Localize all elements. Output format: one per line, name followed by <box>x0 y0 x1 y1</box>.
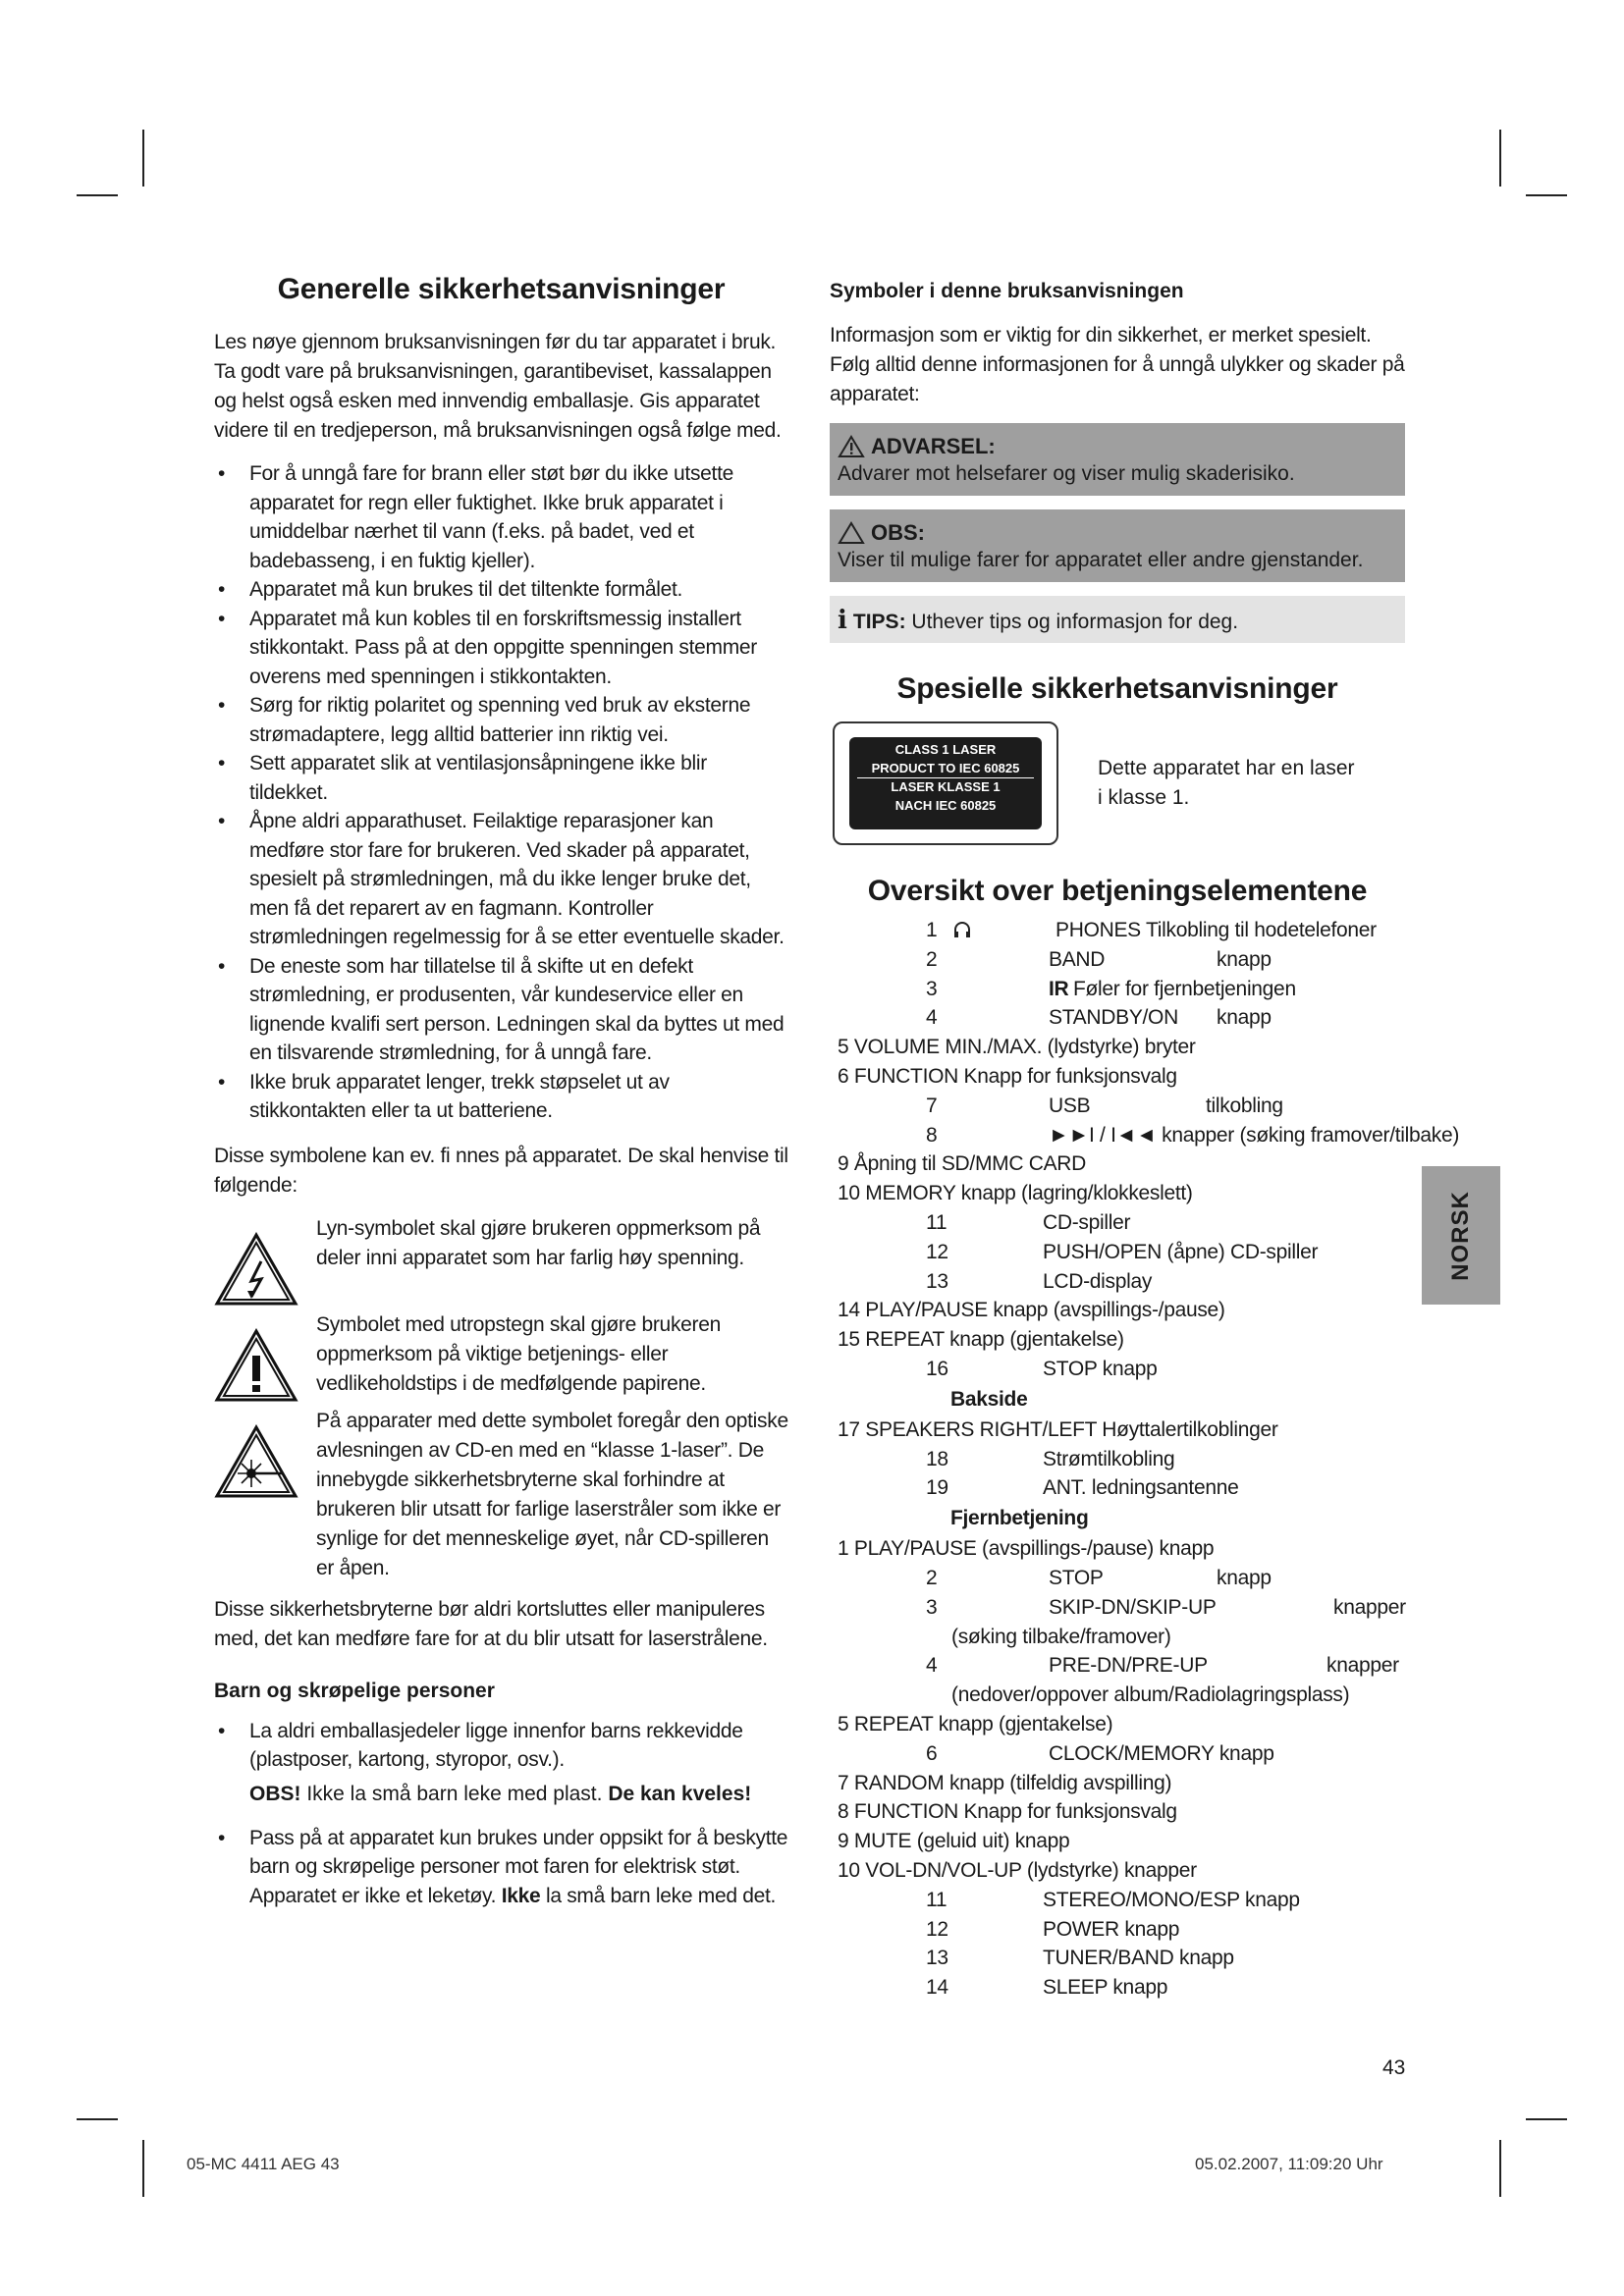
item-e: knapp <box>1217 947 1272 971</box>
left-column <box>214 273 788 1926</box>
list-item <box>830 1062 1405 1092</box>
list-item <box>830 1564 1405 1593</box>
text-run: la små barn leke med det. <box>540 1884 777 1907</box>
list-item <box>830 916 1405 945</box>
item-line: 6 FUNCTION Knapp for funksjonsvalg <box>838 1064 1177 1088</box>
laser-label-inner <box>849 737 1042 829</box>
item-e: tilkobling <box>1206 1094 1283 1117</box>
crop-mark <box>77 2118 118 2120</box>
list-item: • Åpne aldri apparathuset. Feilaktige reparasjoner kan medføre stor fare for brukeren. Ved skader på apparatet, spesielt på strømledningen, må du ikke lenger bruke det, men få det reparert av en fagmann. Kontroller strømledningen regelmessig for å se etter eventuelle skader. <box>214 807 788 952</box>
list-item <box>830 1325 1405 1355</box>
list-item <box>830 1651 1405 1681</box>
item-n: 1 <box>926 919 938 941</box>
list-item <box>830 1208 1405 1238</box>
list-item <box>830 1149 1405 1179</box>
list-item <box>830 1092 1405 1121</box>
general-safety-heading: Generelle sikkerhetsanvisninger <box>277 273 726 305</box>
list-item <box>830 1710 1405 1739</box>
right-column <box>830 280 1460 2002</box>
info-icon: i <box>838 606 847 635</box>
text-run-bold: Ikke <box>501 1884 541 1907</box>
laser-warning-icon <box>214 1424 298 1499</box>
text-run: Pass på at apparatet kun brukes under oppsikt for å beskytte barn og skrøpelige personer mot faren for elektrisk støt. Apparatet er ikke et leketøy. <box>249 1826 788 1907</box>
item-t: PHONES Tilkobling til hodetelefoner <box>1056 919 1377 941</box>
item-cont: (søking tilbake/framover) <box>951 1625 1171 1648</box>
list-item <box>830 1973 1405 2002</box>
lightning-symbol-text: Lyn-symbolet skal gjøre brukeren oppmerksom på deler inni apparatet som har farlig høy spenning. <box>316 1216 761 1269</box>
item-e2: knapper <box>1326 1654 1399 1678</box>
item-cont: (nedover/oppover album/Radiolagringsplass) <box>951 1683 1350 1707</box>
list-item <box>830 1797 1405 1827</box>
item-n: 2 <box>926 947 938 971</box>
item-b: IR <box>1049 977 1069 1000</box>
symbols-intro: Informasjon som er viktig for din sikkerhet, er merket spesielt. Følg alltid denne informasjonen for å unngå ulykker og skader på apparatet: <box>830 324 1405 405</box>
item-t: Føler for fjernbetjeningen <box>1073 977 1296 1000</box>
safety-switch-note: Disse sikkerhetsbryterne bør aldri kortsluttes eller manipuleres med, det kan medføre fare for at du blir utsatt for laserstrålene. <box>214 1597 768 1650</box>
warning-title-row <box>838 433 1395 460</box>
item-n: 19 <box>926 1476 948 1500</box>
list-item: • De eneste som har tillatelse til å skifte ut en defekt strømledning, er produsenten, vår kundeservice eller en lignende kvalifi sert person. Ledningen skal da byttes ut med en tilsvarende strømledning, for å unngå fare. <box>214 952 788 1068</box>
item-n: 4 <box>926 1006 938 1030</box>
list-item: • Sørg for riktig polaritet og spenning ved bruk av eksterne strømadaptere, legg alltid batterier inn riktig vei. <box>214 691 788 749</box>
list-item <box>830 1739 1405 1769</box>
page-number: 43 <box>1382 2056 1406 2079</box>
list-item <box>830 1534 1405 1564</box>
item-t: BAND <box>1049 947 1106 971</box>
item-t: ►►I / I◄◄ knapper (søking framover/tilbake) <box>1049 1123 1460 1147</box>
warning-text: Advarer mot helsefarer og viser mulig skaderisiko. <box>838 462 1295 485</box>
obs-box <box>830 509 1405 582</box>
list-item <box>830 1238 1405 1267</box>
list-item <box>830 1179 1405 1208</box>
item-t: Strømtilkobling <box>1043 1447 1175 1470</box>
item-t: SKIP-DN/SKIP-UP <box>1049 1595 1217 1619</box>
controls-list <box>830 916 1460 1384</box>
item-n: 13 <box>926 1947 948 1970</box>
laser-symbol-text: På apparater med dette symbolet foregår den optiske avlesningen av CD-en med en “klasse 1-laser”. De innebygde sikkerhetsbryterne skal forhindre at brukeren blir utsatt for farlige laserstråler som ikke er synlige for det menneskelige øyet, når CD-spilleren er åpen. <box>316 1409 788 1579</box>
item-line: 9 Åpning til SD/MMC CARD <box>838 1152 1087 1176</box>
list-item <box>214 1824 788 1911</box>
list-item: • La aldri emballasjedeler ligge innenfor barns rekkevidde (plastposer, kartong, styropor, osv.). <box>214 1717 788 1775</box>
item-line: 14 PLAY/PAUSE knapp (avspillings-/pause) <box>838 1299 1225 1322</box>
exclamation-warning-icon <box>214 1328 298 1403</box>
symbols-heading: Symboler i denne bruksanvisningen <box>830 280 1184 302</box>
obs-text: Viser til mulige farer for apparatet eller andre gjenstander. <box>838 549 1364 571</box>
item-t: USB <box>1049 1094 1091 1117</box>
crop-mark <box>1526 2118 1567 2120</box>
list-item: • For å unngå fare for brann eller støt bør du ikke utsette apparatet for regn eller fuktighet. Ikke bruk apparatet i umiddelbar nærhet til vann (f.eks. på badet, ved et badebasseng, i en fuktig kjeller). <box>214 459 788 575</box>
crop-mark <box>77 194 118 196</box>
children-heading: Barn og skrøpelige personer <box>214 1679 495 1702</box>
item-t: TUNER/BAND knapp <box>1043 1947 1234 1970</box>
item-n: 3 <box>926 1595 938 1619</box>
list-item <box>830 1944 1405 1973</box>
lightning-warning-icon <box>214 1232 298 1307</box>
item-t: ANT. ledningsantenne <box>1043 1476 1239 1500</box>
item-n: 18 <box>926 1447 948 1470</box>
list-item <box>830 1593 1405 1623</box>
warning-icon <box>838 435 865 458</box>
laser-label-line: PRODUCT TO IEC 60825 <box>857 760 1034 779</box>
laser-description: Dette apparatet har en laser i klasse 1. <box>1098 757 1355 809</box>
item-n: 11 <box>926 1210 947 1234</box>
language-tab-label: NORSK <box>1447 1190 1474 1281</box>
laser-label-line: CLASS 1 LASER <box>894 742 997 757</box>
obs-label: OBS! <box>249 1782 301 1805</box>
symbol-row-laser <box>214 1407 788 1583</box>
safety-bullet-list <box>214 459 788 1126</box>
item-n: 11 <box>926 1888 947 1911</box>
item-line: 5 REPEAT knapp (gjentakelse) <box>838 1712 1113 1735</box>
headphones-icon <box>952 916 972 945</box>
item-line: 7 RANDOM knapp (tilfeldig avspilling) <box>838 1771 1172 1794</box>
item-t: STEREO/MONO/ESP knapp <box>1043 1888 1300 1911</box>
warning-title: ADVARSEL: <box>871 434 996 458</box>
laser-class-label <box>833 721 1058 845</box>
item-e: knapp <box>1217 1006 1272 1030</box>
item-t: CD-spiller <box>1043 1210 1131 1234</box>
item-t: POWER knapp <box>1043 1917 1180 1941</box>
item-n: 6 <box>926 1741 938 1765</box>
item-t: STOP <box>1049 1566 1104 1589</box>
list-item <box>830 1267 1405 1297</box>
item-e: knapp <box>1217 1566 1272 1589</box>
list-item <box>830 1445 1405 1474</box>
list-item: • Ikke bruk apparatet lenger, trekk støpselet ut av stikkontakten eller ta ut batteriene. <box>214 1068 788 1126</box>
item-t: PUSH/OPEN (åpne) CD-spiller <box>1043 1240 1319 1263</box>
list-item <box>830 1415 1405 1445</box>
laser-info-row <box>830 721 1405 845</box>
obs-title: OBS: <box>871 520 925 545</box>
item-line: 1 PLAY/PAUSE (avspillings-/pause) knapp <box>838 1537 1215 1561</box>
item-t: LCD-display <box>1043 1269 1153 1293</box>
item-e2: knapper <box>1333 1595 1406 1619</box>
list-item: • Apparatet må kun kobles til en forskriftsmessig installert stikkontakt. Pass på at den oppgitte spenningen stemmer overens med spenningen i stikkontakten. <box>214 605 788 692</box>
list-item: • Apparatet må kun brukes til det tiltenkte formålet. <box>214 575 788 605</box>
warning-box <box>830 423 1405 496</box>
symbol-row-lightning <box>214 1214 788 1307</box>
item-line: 8 FUNCTION Knapp for funksjonsvalg <box>838 1800 1177 1824</box>
list-item <box>830 945 1405 975</box>
exclamation-symbol-text: Symbolet med utropstegn skal gjøre brukeren oppmerksom på viktige betjenings- eller vedlikeholdstips i de medfølgende papirene. <box>316 1312 721 1395</box>
item-line: 10 MEMORY knapp (lagring/klokkeslett) <box>838 1182 1193 1205</box>
special-safety-heading: Spesielle sikkerhetsanvisninger <box>896 672 1338 705</box>
item-n: 13 <box>926 1269 948 1293</box>
crop-mark <box>1526 194 1567 196</box>
back-heading: Bakside <box>950 1387 1028 1411</box>
list-item <box>830 1769 1405 1798</box>
list-item <box>830 1121 1460 1150</box>
list-item: • Sett apparatet slik at ventilasjonsåpningene ikke blir tildekket. <box>214 749 788 807</box>
item-n: 14 <box>926 1976 948 2000</box>
crop-mark <box>142 130 144 187</box>
footer-right: 05.02.2007, 11:09:20 Uhr <box>1195 2155 1383 2173</box>
item-line: 5 VOLUME MIN./MAX. (lydstyrke) bryter <box>838 1036 1196 1059</box>
list-item <box>830 1623 1405 1652</box>
item-n: 3 <box>926 977 938 1000</box>
list-item <box>830 975 1405 1004</box>
obs-title-row <box>838 519 1395 547</box>
footer-left: 05-MC 4411 AEG 43 <box>187 2155 340 2173</box>
list-item <box>830 1886 1405 1915</box>
item-n: 4 <box>926 1654 938 1678</box>
item-n: 16 <box>926 1357 948 1380</box>
children-bullet-list-2 <box>214 1824 788 1911</box>
remote-heading: Fjernbetjening <box>950 1507 1089 1530</box>
children-bullet-list <box>214 1717 788 1775</box>
obs-bold: De kan kveles! <box>608 1782 752 1805</box>
caution-icon <box>838 521 865 545</box>
list-item <box>830 1827 1405 1856</box>
item-line: 9 MUTE (geluid uit) knapp <box>838 1830 1070 1853</box>
item-n: 8 <box>926 1123 938 1147</box>
tips-box <box>830 596 1405 643</box>
list-item <box>830 1033 1405 1062</box>
remote-list <box>830 1534 1405 2002</box>
obs-warning-line <box>249 1783 788 1806</box>
item-line: 10 VOL-DN/VOL-UP (lydstyrke) knapper <box>838 1858 1197 1882</box>
tips-text: Uthever tips og informasjon for deg. <box>905 611 1239 633</box>
item-t: SLEEP knapp <box>1043 1976 1168 2000</box>
crop-mark <box>142 2140 144 2197</box>
list-item <box>830 1296 1405 1325</box>
item-n: 12 <box>926 1240 948 1263</box>
obs-text: Ikke la små barn leke med plast. <box>300 1782 609 1805</box>
item-t: PRE-DN/PRE-UP <box>1049 1654 1208 1678</box>
intro-paragraph: Les nøye gjennom bruksanvisningen før du tar apparatet i bruk. Ta godt vare på bruksanvisningen, garantibeviset, kassalappen og helst også esken med innvendig emballasje. Gis apparatet videre til en tredjeperson, må bruksanvisningen også følge med. <box>214 331 782 442</box>
item-n: 2 <box>926 1566 938 1589</box>
list-item <box>830 1355 1405 1384</box>
symbols-intro: Disse symbolene kan ev. fi nnes på apparatet. De skal henvise til følgende: <box>214 1144 788 1197</box>
item-t: STOP knapp <box>1043 1357 1158 1380</box>
symbol-row-exclamation <box>214 1310 788 1403</box>
list-item <box>830 1473 1405 1503</box>
crop-mark <box>1499 130 1501 187</box>
language-tab <box>1422 1166 1500 1305</box>
laser-label-line: NACH IEC 60825 <box>894 797 997 813</box>
list-item <box>830 1003 1405 1033</box>
item-t: STANDBY/ON <box>1049 1006 1178 1030</box>
item-n: 7 <box>926 1094 938 1117</box>
list-item <box>830 1856 1405 1886</box>
item-line: 17 SPEAKERS RIGHT/LEFT Høyttalertilkoblinger <box>838 1417 1278 1441</box>
tips-label: TIPS: <box>852 611 906 633</box>
controls-overview-heading: Oversikt over betjeningselementene <box>867 875 1368 907</box>
list-item <box>830 1915 1405 1945</box>
crop-mark <box>1499 2140 1501 2197</box>
laser-label-line: LASER KLASSE 1 <box>891 779 1001 794</box>
item-t: CLOCK/MEMORY knapp <box>1049 1741 1274 1765</box>
back-list <box>830 1415 1405 1503</box>
item-line: 15 REPEAT knapp (gjentakelse) <box>838 1328 1124 1352</box>
list-item <box>830 1681 1405 1710</box>
item-n: 12 <box>926 1917 948 1941</box>
